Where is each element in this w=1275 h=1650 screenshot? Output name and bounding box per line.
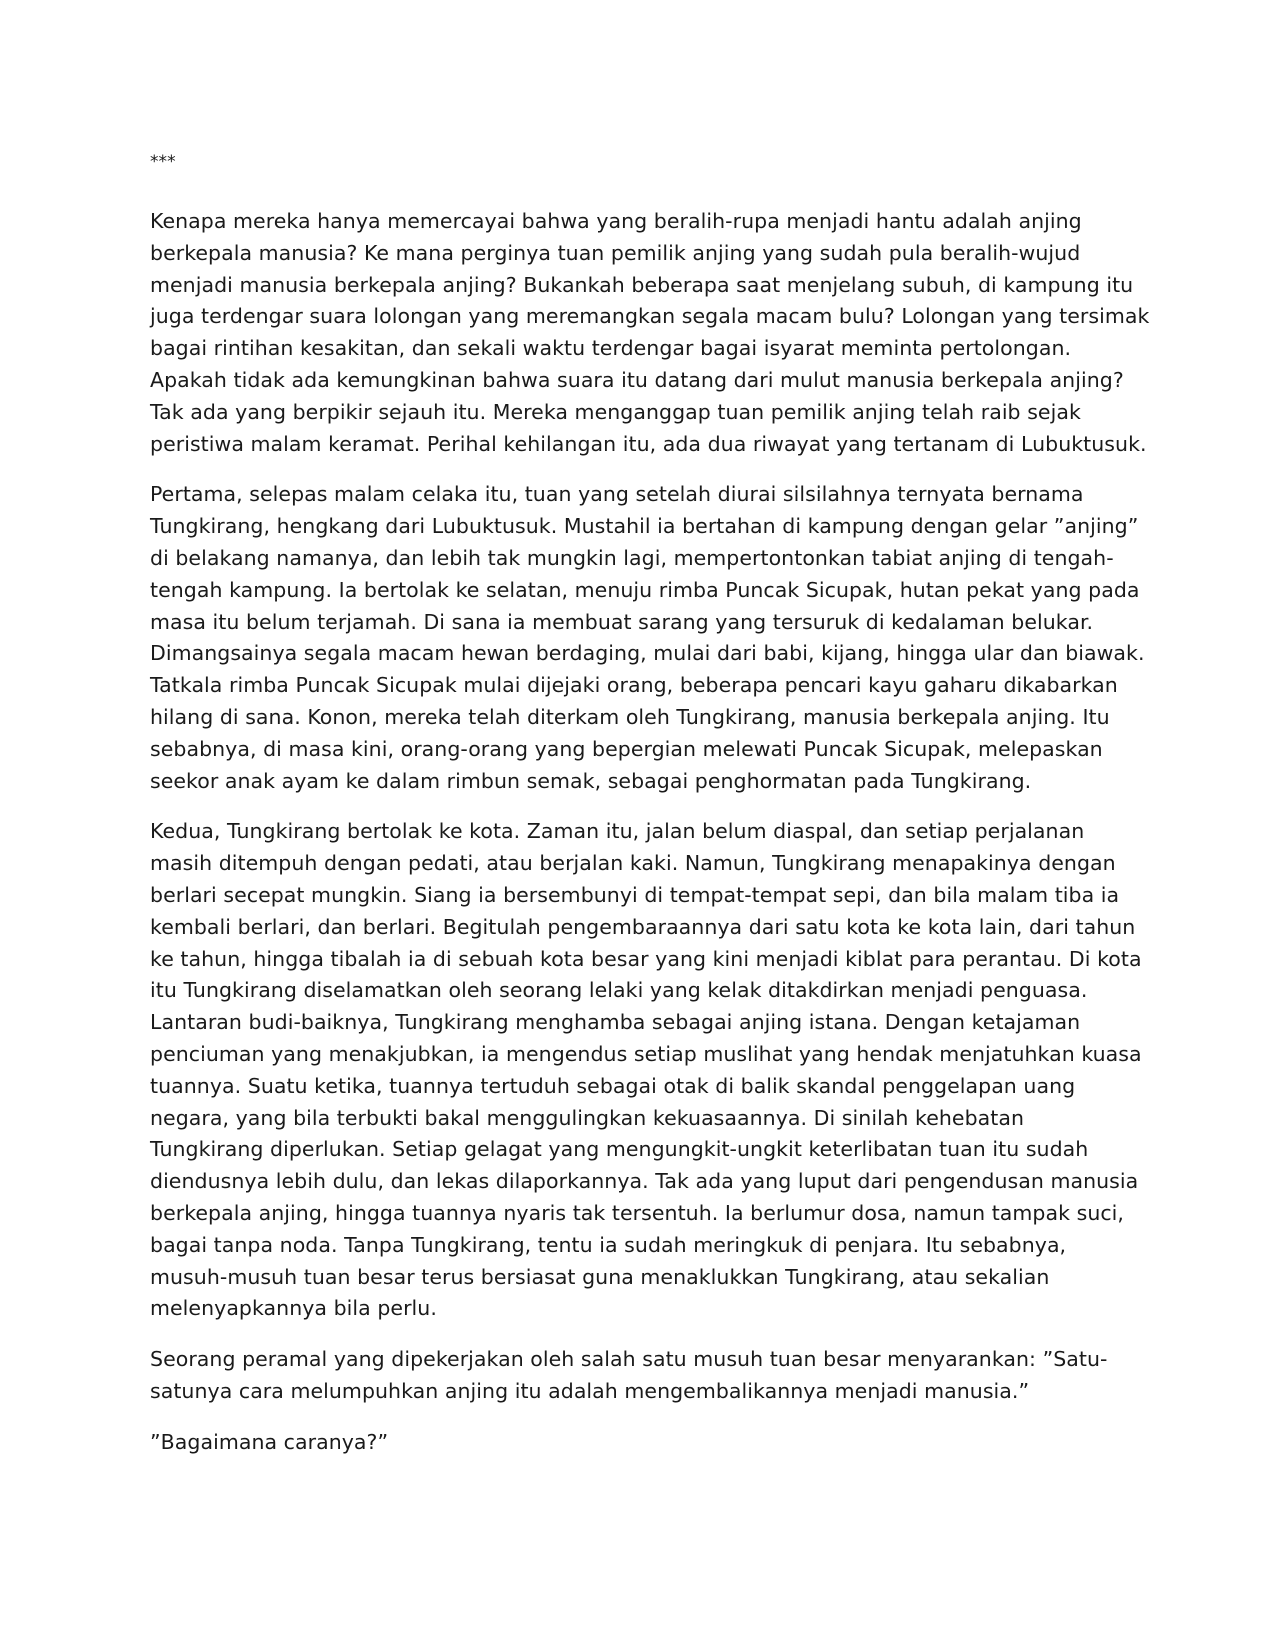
text-line: Tak ada yang berpikir sejauh itu. Mereka menganggap tuan pemilik anjing telah raib sejak — [150, 399, 1081, 424]
text-line: di belakang namanya, dan lebih tak mungkin lagi, mempertontonkan tabiat anjing di tengah- — [150, 545, 1114, 570]
text-line: bagai tanpa noda. Tanpa Tungkirang, tentu ia sudah meringkuk di penjara. Itu sebabnya, — [150, 1232, 1067, 1257]
paragraph-5 — [150, 1427, 1125, 1459]
text-line: peristiwa malam keramat. Perihal kehilangan itu, ada dua riwayat yang tertanam di Lubuktusuk. — [150, 431, 1147, 456]
text-line: tengah kampung. Ia bertolak ke selatan, menuju rimba Puncak Sicupak, hutan pekat yang pada — [150, 577, 1140, 602]
text-line: Kenapa mereka hanya memercayai bahwa yang beralih-rupa menjadi hantu adalah anjing — [150, 209, 1082, 233]
text-line: tuannya. Suatu ketika, tuannya tertuduh sebagai otak di balik skandal penggelapan uang — [150, 1073, 1076, 1098]
text-line: musuh-musuh tuan besar terus bersiasat guna menaklukkan Tungkirang, atau sekalian — [150, 1264, 1050, 1289]
text-line: masa itu belum terjamah. Di sana ia membuat sarang yang tersuruk di kedalaman belukar. — [150, 609, 1094, 634]
text-line: berlari secepat mungkin. Siang ia bersembunyi di tempat-tempat sepi, dan bila malam tiba ia — [150, 882, 1120, 907]
text-line: seekor anak ayam ke dalam rimbun semak, sebagai penghormatan pada Tungkirang. — [150, 768, 1032, 793]
text-line: satunya cara melumpuhkan anjing itu adalah mengembalikannya menjadi manusia.” — [150, 1378, 1030, 1403]
text-line: Tungkirang diperlukan. Setiap gelagat yang mengungkit-ungkit keterlibatan tuan itu sudah — [150, 1137, 1089, 1162]
text-line: penciuman yang menakjubkan, ia mengendus setiap muslihat yang hendak menjatuhkan kuasa — [150, 1041, 1142, 1066]
text-line: berkepala manusia? Ke mana perginya tuan pemilik anjing yang sudah pula beralih-wujud — [150, 240, 1081, 265]
text-line: Apakah tidak ada kemungkinan bahwa suara itu datang dari mulut manusia berkepala anjing? — [150, 367, 1124, 392]
text-line: juga terdengar suara lolongan yang meremangkan segala macam bulu? Lolongan yang tersimak — [150, 304, 1150, 329]
text-line: kembali berlari, dan berlari. Begitulah pengembaraannya dari satu kota ke kota lain, dari tahun — [150, 914, 1136, 939]
paragraph-1 — [150, 206, 1150, 460]
text-line: Seorang peramal yang dipekerjakan oleh salah satu musuh tuan besar menyarankan: ”Satu- — [150, 1347, 1108, 1372]
text-line: ”Bagaimana caranya?” — [150, 1429, 389, 1454]
text-line: Kedua, Tungkirang bertolak ke kota. Zaman itu, jalan belum diaspal, dan setiap perjalanan — [150, 819, 1085, 844]
text-line: Lantaran budi-baiknya, Tungkirang menghamba sebagai anjing istana. Dengan ketajaman — [150, 1010, 1081, 1035]
text-line: negara, yang bila terbukti bakal menggulingkan kekuasaannya. Di sinilah kehebatan — [150, 1105, 1025, 1130]
text-line: menjadi manusia berkepala anjing? Bukankah beberapa saat menjelang subuh, di kampung itu — [150, 272, 1134, 297]
paragraph-2 — [150, 479, 1145, 797]
body-text — [150, 206, 1150, 1458]
paragraph-4 — [150, 1344, 1125, 1408]
paragraph-3 — [150, 816, 1142, 1325]
text-line: ke tahun, hingga tibalah ia di sebuah kota besar yang kini menjadi kiblat para perantau. Di kota — [150, 946, 1142, 971]
text-line: diendusnya lebih dulu, dan lekas dilaporkannya. Tak ada yang luput dari pengendusan manusia — [150, 1169, 1139, 1194]
section-separator: *** — [150, 152, 176, 172]
text-line: bagai rintihan kesakitan, dan sekali waktu terdengar bagai isyarat meminta pertolongan. — [150, 336, 1072, 361]
text-line: Tatkala rimba Puncak Sicupak mulai dijejaki orang, beberapa pencari kayu gaharu dikabarkan — [150, 673, 1118, 698]
text-line: melenyapkannya bila perlu. — [150, 1296, 437, 1321]
text-line: Tungkirang, hengkang dari Lubuktusuk. Mustahil ia bertahan di kampung dengan gelar ”anjing” — [150, 514, 1139, 539]
text-line: berkepala anjing, hingga tuannya nyaris tak tersentuh. Ia berlumur dosa, namun tampak suci, — [150, 1200, 1124, 1225]
text-line: masih ditempuh dengan pedati, atau berjalan kaki. Namun, Tungkirang menapakinya dengan — [150, 851, 1116, 876]
text-line: itu Tungkirang diselamatkan oleh seorang lelaki yang kelak ditakdirkan menjadi penguasa. — [150, 978, 1088, 1003]
text-line: hilang di sana. Konon, mereka telah diterkam oleh Tungkirang, manusia berkepala anjing. Itu — [150, 704, 1110, 729]
text-line: Pertama, selepas malam celaka itu, tuan yang setelah diurai silsilahnya ternyata bernama — [150, 482, 1084, 507]
document-page — [150, 150, 1150, 1477]
text-line: Dimangsainya segala macam hewan berdaging, mulai dari babi, kijang, hingga ular dan biawak. — [150, 641, 1145, 666]
text-line: sebabnya, di masa kini, orang-orang yang bepergian melewati Puncak Sicupak, melepaskan — [150, 736, 1103, 761]
